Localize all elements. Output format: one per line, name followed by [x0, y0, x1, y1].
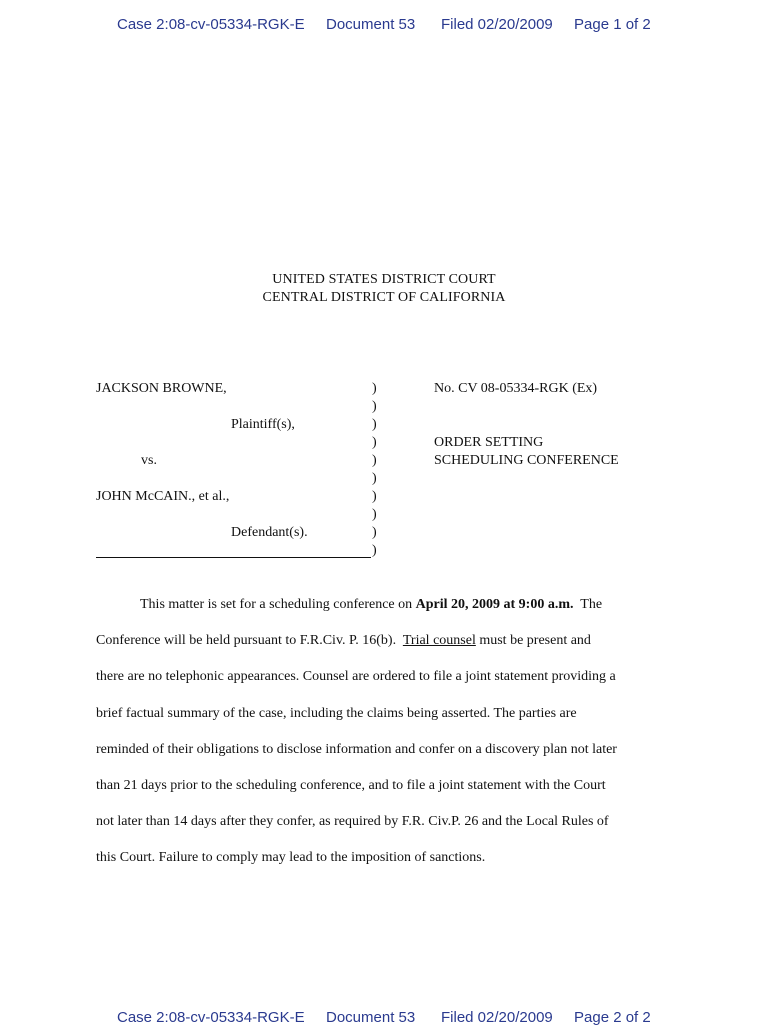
caption-rule [96, 557, 371, 558]
filed-date-header: Filed 02/20/2009 [441, 1009, 553, 1026]
document-number-header: Document 53 [326, 1009, 416, 1026]
body-text: The [573, 597, 603, 612]
plaintiff-role: Plaintiff(s), [231, 417, 295, 432]
body-text: This matter is set for a scheduling conference on [140, 597, 416, 612]
caption-paren: ) [372, 489, 377, 504]
order-title-line2: SCHEDULING CONFERENCE [434, 453, 619, 468]
caption-paren: ) [372, 543, 377, 558]
order-body [96, 594, 676, 884]
caption-paren: ) [372, 399, 377, 414]
caption-paren: ) [372, 435, 377, 450]
defendant-name: JOHN McCAIN., et al., [96, 489, 230, 504]
page-number-header: Page 2 of 2 [574, 1009, 651, 1026]
body-line: there are no telephonic appearances. Counsel are ordered to file a joint statement providing a [96, 669, 616, 685]
page-number-header: Page 1 of 2 [574, 16, 651, 33]
defendant-role: Defendant(s). [231, 525, 308, 540]
caption-paren: ) [372, 381, 377, 396]
caption-paren: ) [372, 507, 377, 522]
body-line [96, 630, 676, 666]
body-text: must be present and [475, 633, 591, 649]
body-line: reminded of their obligations to disclose information and confer on a discovery plan not later [96, 741, 617, 757]
court-heading [0, 271, 768, 307]
trial-counsel-emphasis: Trial counsel [402, 633, 476, 649]
plaintiff-name: JACKSON BROWNE, [96, 381, 227, 396]
case-number-header: Case 2:08-cv-05334-RGK-E [117, 1009, 305, 1026]
caption-paren: ) [372, 525, 377, 540]
court-district: CENTRAL DISTRICT OF CALIFORNIA [262, 290, 506, 305]
conference-date: April 20, 2009 at 9:00 a.m. [415, 597, 574, 612]
caption-paren: ) [372, 471, 377, 486]
order-title-line1: ORDER SETTING [434, 435, 544, 450]
body-line: not later than 14 days after they confer, as required by F.R. Civ.P. 26 and the Local Rules of [96, 814, 609, 830]
body-line: brief factual summary of the case, including the claims being asserted. The parties are [96, 705, 577, 721]
body-text: Conference will be held pursuant to F.R.Civ. P. 16(b). [96, 633, 403, 649]
case-number-header: Case 2:08-cv-05334-RGK-E [117, 16, 305, 33]
caption-paren: ) [372, 453, 377, 468]
document-number-header: Document 53 [326, 16, 416, 33]
filed-date-header: Filed 02/20/2009 [441, 16, 553, 33]
body-line [96, 594, 676, 630]
versus-label: vs. [141, 453, 157, 468]
court-name: UNITED STATES DISTRICT COURT [272, 272, 496, 287]
caption-paren: ) [372, 417, 377, 432]
body-line: this Court. Failure to comply may lead to the imposition of sanctions. [96, 850, 486, 866]
case-number: No. CV 08-05334-RGK (Ex) [434, 381, 598, 396]
body-line: than 21 days prior to the scheduling conference, and to file a joint statement with the Court [96, 777, 606, 793]
